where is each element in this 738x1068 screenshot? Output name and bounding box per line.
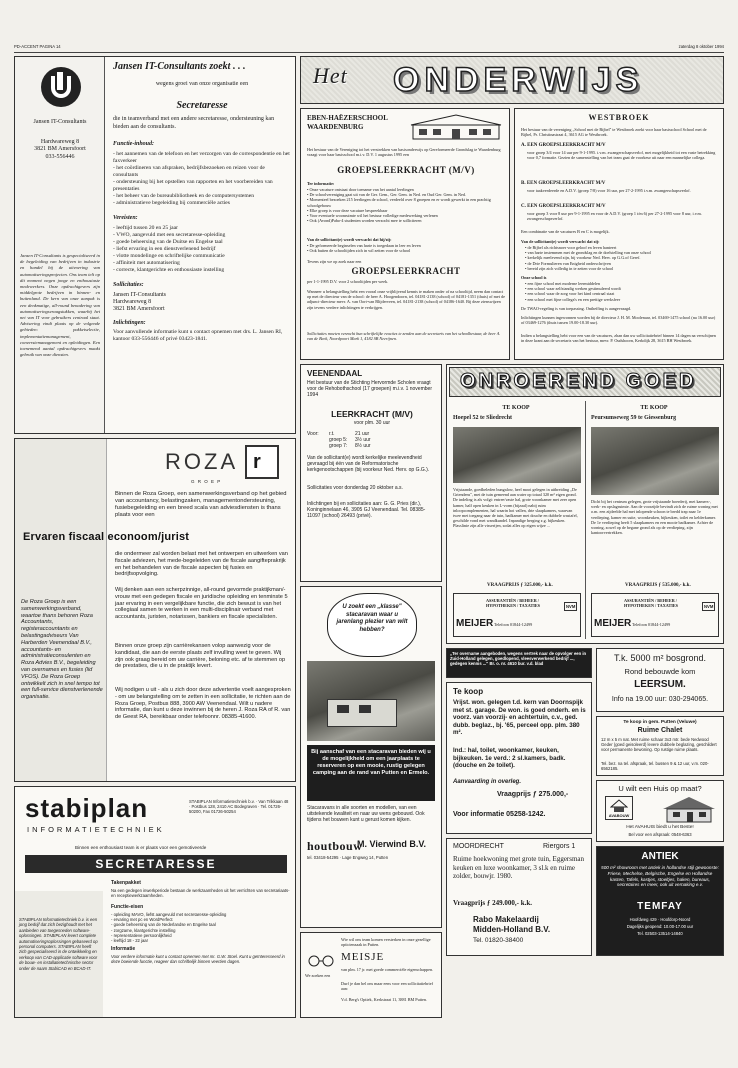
westbroek-a-text: voor groep 3/4 voor 14 uur per 9-1-1995. i.v.m. zwangerschapsverlof, met mogelijkheid tot een vaste betrekking voor 0,7 formatie. Gezien de samenstelling van het team gaat de voorkeur uit naar een mannelijke collega. — [527, 150, 716, 161]
roza-side: De Roza Groep is een samenwerkingsverband, waartoe thans behoren Roza Accountants, registeraccountants en belastingadviseurs Van Harberden Veenendaal B.V., accountants- en administratieconsulenten en Roza Advies B.V., begeleiding van overnames en fusies (lid VFOS). De Roza Groep ontwikkelt zich in snel tempo tot een full-service dienstverlenende organisatie. — [21, 599, 103, 701]
ebenhaezer-intro: Het bestuur van de Vereniging tot het verstrekken van basisonderwijs op Gereformeerde Grondslag te Waardenburg vraagt voor haar basisschool m.i.v. D.V. 1 augustus 1995 een — [307, 147, 501, 158]
westbroek-req-title: Van de sollicitant(e) wordt verwacht dat zij: — [521, 239, 600, 244]
roza-p4: Wij nodigen u uit - als u zich door deze advertentie voelt aangesproken - om uw belangstelling om te zetten in een sollicitatie, te richten aan de Roza Groep, Postbus 888, 3900 AW Veenendaal. Wilt u nadere informatie, dan kunt u deze inwinnen bij de heren J. Roza RA of R. van de Geest RA, bereikbaar onder telefoonnr. 08385-41600. — [115, 687, 291, 721]
westbroek-a-title: A. EEN GROEPSLEERKRACHT M/V — [521, 143, 606, 148]
stabiplan-job: SECRETARESSE — [25, 855, 287, 873]
page-date: zaterdag 8 oktober 1994 — [678, 44, 724, 49]
westbroek-inlicht: Inlichtingen kunnen ingewonnen worden bij de directeur J. H. M. Moolenaar, tel. 03469-1475 school (na 16.00 uur) of 03469-1276 (thuis tussen 19.00-18.30 uur). — [521, 315, 716, 326]
caravan-bubble: U zoekt een „klasse" stacaravan waar u jarenlang plezier van wilt hebben? — [327, 593, 417, 657]
doornspijk-p2: Ind.: hal, toilet, woonkamer, keuken, bijkeuken. 1e verd.: 2 sl.kamers, badk. (douche en 2e toilet). — [453, 747, 566, 769]
caravan-ad — [300, 586, 442, 928]
roza-groep: G R O E P — [191, 479, 222, 484]
meisje-word: MEISJE — [341, 951, 385, 963]
ebenhaezer-info-title: Ter informatie: — [307, 181, 335, 186]
moordrecht-tel: Tel. 01820-38400 — [473, 937, 524, 944]
ebenhaezer-req-list: • De geformeerde beginselen van harte is toegedaan in leer en leven • Ook buiten de schooltijden zich in wil zetten voor de school — [307, 243, 505, 253]
leersum-line2: Rond bebouwde kom — [624, 667, 696, 676]
stabiplan-t3: Informatie — [111, 946, 136, 952]
onderwijs-banner — [300, 56, 724, 104]
house-icon — [661, 795, 717, 823]
roza-headline: Ervaren fiscaal econoom/jurist — [23, 531, 190, 543]
veenendaal-p1: Van de sollicitant(e) wordt kerkelijke meelevendheid gevraagd bij één van de Reformatorische kerkgenootschappen (bij voorkeur Ned. Herv. op G.G.). — [307, 455, 430, 474]
stabiplan-sub: INFORMATIETECHNIEK — [27, 825, 165, 834]
westbroek-req-list: • de Bijbel als richtsnoer voor geloof en leven hanteert • van harte instemmen met de grondslag en de doelstelling van onze school • kerkelijk meelevend zijn, bij voorkeur Ned. Herv. op G.G.of Geref. • de Drie Formulieren van Enigheid onderschrijven • bereid zijn zich volledig in te zetten voor de school — [525, 245, 717, 271]
page-number: PD-ACCENT PAGINA 14 — [14, 44, 61, 49]
veenendaal-voor: Voor: — [307, 431, 319, 437]
doornspijk-price: Vraagprijs ƒ 275.000,- — [497, 791, 569, 798]
meisje-left: We zoeken een — [305, 973, 331, 978]
caravan-address: tel. 03418-54295 · Lage Engweg 14, Putten — [307, 855, 389, 860]
antiek-ad — [596, 846, 724, 956]
ebenhaezer-also: Tevens zijn we op zoek naar een — [307, 259, 362, 264]
moordrecht-town: MOORDRECHT — [453, 843, 504, 850]
antiek-text: 500 m² showroom met antiek in hollandse stijl gewoonste: Friese, Mechelse, Belgische, Engelse en Hollandse kasten, Tafels, kastjes, stoeltjes, haken, bureaus, secretaires en meer, ook uit vernaking e.v. — [601, 865, 719, 888]
caravan-text: Stacaravans in alle soorten en modellen, van een uitstekende kwaliteit en naar uw wens gebouwd. Ook tijdens het bouwen kunt u gerust komen kijken. — [307, 805, 425, 824]
banner-het: Het — [313, 63, 348, 88]
stabiplan-t2: Functie-eisen — [111, 904, 144, 910]
leersum-line4: Info na 19.00 uur: 030-294065. — [611, 696, 709, 703]
onroerend-left-price: VRAAGPRIJS ƒ 325.000,- k.k. — [487, 583, 553, 588]
westbroek-intro: Het bestuur van de vereniging „School met de Bijbel" te Westbroek zoekt voor haar basisschool School met de Bijbel, Pr. Christinastraat 4, 3615 AG te Westbroek. — [521, 127, 707, 138]
jansen-company: Jansen IT-Consultants — [33, 119, 87, 125]
ebenhaezer-req-title: Van de sollicitant(e) wordt verwacht dat hij/zij: — [307, 237, 392, 242]
veenendaal-intro: Het bestuur van de Stichting Hervormde Scholen vraagt voor de Rehobothschool (17 groepen) m.i.v. 1 november 1994 — [307, 380, 432, 399]
westbroek-ad — [514, 108, 724, 360]
ebenhaezer-info-list: • Onze vacature ontstaat door toename van het aantal leerlingen • De schoolvereniging gaat uit van de Ger. Gem., Ger. Gem. in Ned. en Oud Ger. Gem. in Ned. • Momenteel bezoeken 215 leerlingen de school, verdeeld over 8 groepen en er wordt gewerkt in een prachtig schoolgebouw • Elke groep is voor deze vacature bespreekbaar • Voor eventuele woonruimte wil het bestuur volledige medewerking verlenen • Ook (Avond)Pabo-4 studenten worden verzocht mee te solliciteren — [307, 187, 505, 223]
antiek-tel: Tel. 02503-13514-14840 — [637, 931, 683, 936]
onroerend-right-koop: TE KOOP — [640, 405, 668, 411]
avabouw-ad — [596, 780, 724, 842]
onroerend-right-text: Dicht bij het centrum gelegen, grote vrijstaande boerderij, met kamers-, werk- en opslagruimte. Aan de voorzijde bevindt zich de ruime woning met o.m. een zijdeelde hal met inlopende schoon te bredd trap naar 1e verdieping, kamer en suite, woonkeuken, bijkeuken, toilet en kelderkamer. De 1e verdieping heeft 5 slaapkamers en een mooie badkamer. Achter de woning, zowel op de begane grond als op de verdieping, zijn kantoorvertrekken. — [591, 499, 718, 536]
onroerend-left-koop: TE KOOP — [502, 405, 530, 411]
doornspijk-p3: Aanvaarding in overleg. — [453, 779, 522, 785]
meijer-logo-right: MEIJER ASSURANTIËN / BEHEER / HYPOTHEKEN / TAXATIES Telefoon 01844-12499 NVM — [591, 593, 719, 637]
caravan-photo — [307, 661, 435, 741]
meisje-t4: V.d. Berg's Optiek, Kerkstraat 11, 3881 BM Putten. — [341, 997, 428, 1002]
caravan-brand1: houtbouw — [307, 839, 363, 853]
meisje-ad — [300, 932, 442, 1018]
veenendaal-ad — [300, 364, 442, 582]
ebenhaezer-job: GROEPSLEERKRACHT (M/V) — [337, 165, 475, 175]
jansen-address: Hardwareweg 8 3821 BM Amersfoort 033-556446 — [34, 139, 86, 160]
putten-title: Te koop in gem. Putten (Veluwe) — [623, 720, 697, 725]
moordrecht-text: Ruime hoekwoning met grote tuin, Eggersman keuken en luxe woonkamer, 3 sl.k en ruime zolder, bouwjr. 1980. — [453, 855, 585, 881]
moordrecht-ad — [446, 838, 592, 956]
antiek-title: ANTIEK — [641, 851, 679, 862]
ebenhaezer-ad — [300, 108, 510, 360]
avabouw-sub2: Bel voor een afspraak: 0548-6363 — [628, 832, 692, 837]
westbroek-title: WESTBROEK — [588, 113, 650, 122]
doornspijk-ad — [446, 682, 592, 834]
putten-tel: Tel. bez. na tel. afspraak, tel. bussen 9 & 12 uur, v.m. 020-6562185. — [601, 761, 709, 772]
ebenhaezer-extra: Wanneer u belangstelling hebt een vooral onze vrijblijvend kennis te maken onder of na schooltijd, neem dan contact op met de directeur van de school: de heer A. Hoogendoorn, tel. 04181-2138 (school) of 04181-1351 (thuis) of met de adjunct-directeur mevr. A. van Oort-van Blijderveen, tel. 04181-2138 (school) of 04186-1640. Bij deze zienswijzen zijn tevens verdere inlichtingen te verkrijgen. — [307, 289, 505, 310]
moordrecht-agency1: Rabo Makelaardij — [473, 915, 539, 924]
moordrecht-street: Riergors 1 — [543, 843, 576, 850]
roza-logo-icon: r — [245, 445, 279, 479]
caravan-box: Bij aanschaf van een stacaravan bieden wij u de mogelijkheid om een jaarplaats te reserveren op een mooie, rustig gelegen camping aan de rand van Putten en Ermelo. — [307, 745, 435, 801]
jansen-sollicit-title: Sollicitaties: — [113, 282, 144, 289]
stabiplan-t1: Takenpakket — [111, 880, 141, 886]
overname-notice: „Ter overname aangeboden, wegens vertrek naar de opvolger een in Zuid-Holland gelegen, goedlopend, vleesverwerkend bedrijf ..., gedegen kennis ..." Br. o. nr. 4610 bur. v.d. blad — [446, 648, 592, 678]
westbroek-b-text: voor taakverdeerde en A.D.V. (groep 7/8) voor 16 uur, per 27-2-1995 i.v.m. zwangerschapsverlof. — [527, 188, 691, 193]
antiek-addr: Hoofdweg 429 · Hoofdorp-Noord — [629, 917, 691, 922]
jansen-req-list: - leeftijd tussen 20 en 25 jaar - VWO, aangevuld met een secretaresse-opleiding - goede beheersing van de Duitse en Engelse taal - liefst ervaring in een dienstverlenend bedrijf - vlotte mondelinge en schriftelijke communicatie - affiniteit met automatisering - correcte, klantgerichte en enthousiaste instelling — [113, 225, 291, 274]
putten-sub: Ruime Chalet — [637, 727, 683, 734]
putten-text: 12 m x 5 m nat. Met ruime schaar 3x3 mtr. bede Nedwood Geder (goed geisoleerd) levere dubbele beglazing, geschildert voor permanente bewoning. Op rustige ruime plaats. — [601, 737, 717, 753]
putten-chalet-ad — [596, 716, 724, 776]
stabiplan-t1-text: Na een gedegen inwerkperiode bestaan de werkzaamheden uit het verrichten van secretariaats- en receptiewerkzaamheden. — [111, 888, 290, 899]
westbroek-c-text: voor groep 3 voor 8 uur per 9-1-1995 en voor de A.D.V. (groep 1 t/m 6) per 27-2-1995 voor 8 uur, i.v.m. zwangerschapsverlof. — [527, 211, 702, 222]
jansen-position: Secretaresse — [176, 100, 228, 112]
veenendaal-p2: Sollicitaties voor donderdag 20 oktober a.s. — [307, 485, 403, 491]
stabiplan-tagline: Binnen een enthousiast team is er plaats voor een gemotiveerde — [75, 845, 207, 850]
doornspijk-info: Voor informatie 05258-1242. — [453, 811, 546, 818]
doornspijk-p1: Vrijst. won. gelegen t.d. kern van Doornspijk met st. garage. De won. is goed onderh. en is voorz. van voorzij- en achtertuin, c.v., ged. dubb. beglaz., bj. '65, perceel opp. plm. 380 m². — [453, 699, 586, 736]
veenendaal-job: LEERKRACHT (M/V) — [331, 409, 413, 419]
onroerend-right-photo — [591, 427, 719, 495]
jansen-sidebar — [15, 57, 105, 433]
moordrecht-price: Vraagprijs ƒ 249.000,- k.k. — [453, 899, 533, 907]
jansen-func-title: Functie-inhoud: — [113, 140, 155, 147]
stabiplan-t3-text: Voor verdere informatie kunt u contact opnemen met mr. G.W. Stoel. Kunt u geïnteresseerd in deze boeiende functie, reageer dan schriftelijk binnen veertien dagen. — [111, 954, 285, 965]
onroerend-ad — [446, 364, 724, 644]
antiek-brand: TEMFAY — [637, 901, 683, 912]
avabouw-title: U wilt een Huis op maat? — [618, 784, 702, 793]
onroerend-left-text: Vrijstaande, goedbeleden bungalow, heel mooi gelegen in uitbreiding „De Griendens", met de tuin gemeend aan water op totaal 320 m² eigen grond. De indeling is als volgt: entree/vaste hal, grote woonkamer met zeer open kamer, half open keuken in L-vorm (bijzaal) nabij ruim inloopcomplementen, hal waarin hoi vallen, drie slaapkamers, waarvan twee met toegang naar de tuin, badkamer met douche en dubbele wastafel, geschilde vond met wandkundel. Inpandige berging z.g. bijkeuken. Plasslinie zijn alle visserijen, sodat alles op eigen wijze ... — [453, 487, 578, 529]
meisje-t3: Durf je dan bel ons maar eens voor een sollicitatiebrief aan: — [341, 981, 433, 992]
veenendaal-hours: r.t. 21 uur groep 5: 3½ uur groep 7: 8½ uur — [329, 431, 371, 450]
onroerend-divider — [585, 401, 586, 639]
roza-p2: Wij denken aan een scherpzinnige, all-round gevormde praktijkman/-vrouw met een gedegen fiscale en juridische opleiding en tenminste 5 jaar ervaring in een vergelijkbare functie, die zich bewust is van het collegiaal samen te werken in een multi-disciplinair verband met accountants, juristen, notarissen, bankiers en fiscale specialisten. — [115, 587, 288, 621]
meijer-logo-left: MEIJER ASSURANTIËN / BEHEER / HYPOTHEKEN / TAXATIES Telefoon 01844-12499 NVM — [453, 593, 581, 637]
westbroek-combi: Een combinatie van de vacatures B en C is mogelijk. — [521, 229, 610, 234]
roza-p1: die ondermeer zal worden belast met het ontwerpen en uitwerken van fiscale adviezen, het mede-begeleiden van de fiscale aangifteprakrijk en het behandelen van de fiscale aspecten bij fusies en bedrijfsopvolging. — [115, 551, 288, 578]
jansen-logo-icon — [41, 67, 81, 107]
onroerend-banner: ONROEREND GOED — [449, 367, 721, 397]
onroerend-left-photo — [453, 427, 581, 483]
westbroek-b-title: B. EEN GROEPSLEERKRACHT M/V — [521, 181, 606, 186]
ebenhaezer-job2: GROEPSLEERKRACHT — [351, 266, 461, 276]
leersum-ad — [596, 648, 724, 712]
jansen-info-text: Voor aanvullende informatie kunt u contact opnemen met drs. L. Jansen RI, kantoor 033-556446 of privé 03423-1841. — [113, 328, 283, 342]
glasses-icon — [307, 953, 335, 967]
jansen-headline: Jansen IT-Consultants zoekt . . . — [113, 61, 246, 72]
meisje-t1: Wie wil ons team komen versterken in onze gezellige opticienzaak in Putten. — [341, 937, 431, 948]
avabouw-logo-icon: AVABOUW — [605, 796, 633, 820]
westbroek-footer: Indien u belangstelling hebt voor een van de vacatures, zhan dan uw sollicitatiebrief binnen 14 dagen na verschijnen in deze krant aan de secretaris van het bestuur, mevr. P. Oudshoorn, Kerkdijk 28, 3615 BH Westbroek. — [521, 333, 716, 344]
stabiplan-ad — [14, 786, 296, 1018]
avabouw-sub: Het AVAHUIS biedt u het Beste! — [626, 825, 694, 830]
banner-title: ONDERWIJS — [393, 61, 644, 99]
jansen-ad — [14, 56, 296, 434]
stabiplan-t2-list: - opleiding MAVO, liefst aangevuld met secretaresse-opleiding - ervaring met pc en WordPerfect - goede beheersing van de Nederlandse en Engelse taal - zorgzame, klantgerichte instelling - representatieve persoonlijkheid - leeftijd 18 - 22 jaar — [111, 912, 291, 943]
westbroek-c-title: C. EEN GROEPSLEERKRACHT M/V — [521, 204, 606, 209]
jansen-description: Jansen IT-Consultants is gespecialiseerd in de begeleiding van bedrijven in industrie en handel bij de uitvoering van automatiseringsprojecten. Ons team telt op dit moment negen jonge en enthousiaste medewerkers. Onze opdrachtgevers zijn middelgrote bedrijven in binnen- en buitenland. De kern van onze aanpak is een denkmatige, all-round benadering van automatiseringsvraagstukken, waarbij het net van IT voor gebruikers centraal staat. Advisering vindt plaats op de volgende gebieden: pakketselectie, implementatiemanagement, conversiemanagement en opleidingen. Een toenemend aantal opdrachtgevers maakt gebruik van onze diensten. — [20, 253, 100, 358]
leersum-line3: LEERSUM. — [634, 679, 686, 690]
roza-intro: Binnen de Roza Groep, een samenwerkingsverband op het gebied van accountancy, belastingzaken, managementondersteuning, fusiebegeleiding en een breed scala van adviesdiensten is thans plaats voor een — [115, 491, 287, 518]
veenendaal-town: VEENENDAAL — [307, 369, 363, 378]
caravan-brand2: M. Vierwind B.V. — [357, 839, 427, 849]
ebenhaezer-school: EBEN-HAËZERSCHOOL — [307, 114, 388, 122]
doornspijk-title: Te koop — [453, 687, 484, 696]
school-building-icon — [409, 113, 503, 141]
onroerend-right-addr: Peursumseweg 59 te Giessenburg — [591, 415, 677, 421]
header-rule — [14, 52, 724, 53]
jansen-info-title: Inlichtingen: — [113, 319, 146, 326]
jansen-func-list: - het aannemen van de telefoon en het verzorgen van de correspondentie en het faxverkeer - het coördineren van afspraken, bedrijfsbezoeken en reizen voor de consultants - ondersteuning bij het opstellen van rapporten en het voorbereiden van presentaties - het beheer van de bureaubibliotheek en de computersystemen - administratieve begeleiding bij commerciële acties — [113, 151, 291, 207]
veenendaal-p3: Inlichtingen bij en sollicitaties aan: G. G. Pries (dir.), Koninginnelaan 46, 3905 GJ Veenendaal. Tel. 08385-11097 (school) 26493 (privé). — [307, 501, 426, 520]
jansen-sollicit-address: Jansen IT-Consultants Hardwareweg 8 3821 BM Amersfoort — [113, 291, 166, 313]
jansen-body — [113, 61, 291, 343]
westbroek-twao: De TWAO-regeling is van toepassing. Ontheffing is aangevraagd. — [521, 306, 632, 311]
moordrecht-agency2: Midden-Holland B.V. — [473, 925, 551, 934]
meisje-t2: van plm. 17 jr. met goede commerciële eigenschappen. — [341, 967, 434, 972]
westbroek-school-title: Onze school is — [521, 275, 547, 280]
stabiplan-contact: STABIPLAN Informatietechniek b.v. · Van Trikkaan 48 · Postbus 128, 2410 AC Bodegraven · Tel. 01726-50200, Fax 01726-50254 — [189, 799, 289, 815]
jansen-intro: wegens groei van onze organisatie een — [155, 81, 249, 87]
jansen-req-title: Vereisten: — [113, 215, 138, 222]
veenendaal-job-sub: voor plm. 30 uur — [353, 420, 391, 426]
roza-logo-name: ROZA — [165, 449, 239, 474]
roza-p3: Binnen onze groep zijn carrièrekansen volop aanwezig voor de kandidaat, die aan de eerste plaats zelf invulling weet te geven. Wij zijn ook graag bereid om uw carrière, beloning etc. af te stemmen op de prestaties, die u in de praktijk levert. — [115, 643, 286, 670]
stabiplan-logo: stabiplan — [25, 793, 149, 823]
ebenhaezer-job2-sub: per 1-1-1995 D.V. voor 2 schooltijden per week. — [307, 279, 389, 284]
onroerend-right-price: VRAAGPRIJS ƒ 535.000,- k.k. — [625, 583, 691, 588]
ebenhaezer-town: WAARDENBURG — [307, 123, 364, 131]
stabiplan-side: STABIPLAN Informatietechniek b.v. is een jong bedrijf dat zich bezighoudt met het aanbieden van toegesneden software-oplossingen. STABIPLAN levert complete automatiseringsoplossingen gebaseerd op personal computers. STABIPLAN heeft zich gespecialiseerd in de ontwikkeling en verkoop van CAD-applicatie software voor de bouw- en installatietechnische sector onder de naam StabiCAD en BCAD-IT. — [19, 917, 98, 971]
onroerend-left-addr: Hoepel 52 te Sliedrecht — [453, 415, 513, 421]
antiek-times: Dagelijks geopend: 10.00-17.00 uur — [626, 924, 694, 929]
leersum-line1: T.k. 5000 m² bosgrond. — [613, 653, 707, 663]
ebenhaezer-footer: Sollicitaties moeten verzocht hun schriftelijke reacties te zenden aan de secretaris van het schoolbestuur, de heer A. van de Beek, Noordpoort Mark 1, 4182 SB Neerijnen. — [307, 331, 501, 342]
roza-ad — [14, 438, 296, 782]
westbroek-school-list: • een fijne school met moderne leermiddelen • een school waar zelfstandig werken gestimuleerd wordt • een school waar de zorg voor het kind centraal staat • een school met fijne collega's en een prettige werksfeer — [525, 281, 717, 302]
jansen-position-desc: die in teamverband met een andere secretaresse, ondersteuning kan bieden aan de consultants. — [113, 116, 275, 130]
